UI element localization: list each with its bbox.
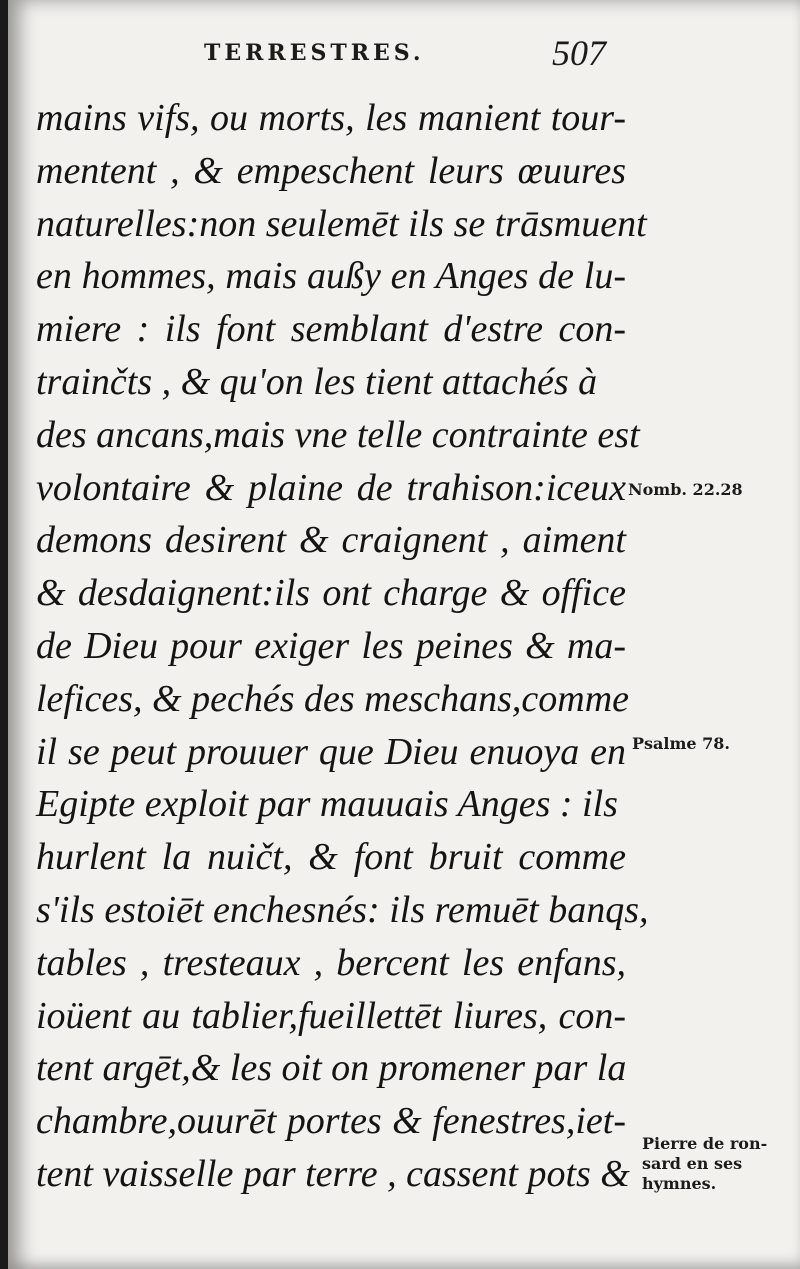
running-title: TERRESTRES.	[204, 40, 425, 66]
text-line: lefices, & pechés des meschans,comme	[36, 677, 630, 720]
page-number: 507	[552, 33, 606, 73]
margin-note-pierre	[642, 1134, 782, 1194]
text-line: miere : ils font semblant d'estre con-	[36, 308, 626, 351]
text-line: demons desirent & craignent , aiment	[36, 519, 626, 562]
text-line: s'ils estoiēt enchesnés: ils remuēt banqs,	[36, 888, 649, 931]
margin-note-line: sard en ses	[642, 1154, 743, 1173]
text-line: mentent , & empeschent leurs œuures	[36, 149, 626, 192]
text-line: des ancans,mais vne telle contrainte est	[36, 413, 640, 456]
text-line: & desdaignent:ils ont charge & office	[36, 572, 626, 615]
margin-note-nomb: Nomb. 22.28	[628, 480, 743, 499]
body-text	[36, 92, 649, 1201]
text-line: naturelles:non seulemēt ils se trāsmuent	[36, 202, 647, 245]
text-line: Egipte exploit par mauuais Anges : ils	[36, 783, 618, 826]
text-line: volontaire & plaine de trahison:iceux	[36, 466, 626, 509]
text-line: en hommes, mais außy en Anges de lu-	[36, 255, 626, 298]
margin-note-line: Pierre de ron-	[642, 1134, 768, 1153]
text-line: tent vaisselle par terre , cassent pots &	[36, 1152, 630, 1195]
text-line: tables , tresteaux , bercent les enfans,	[36, 941, 626, 984]
book-page	[8, 0, 800, 1269]
text-line: tent argēt,& les oit on promener par la	[36, 1047, 627, 1090]
text-line: ioüent au tablier,fueillettēt liures, con-	[36, 994, 626, 1037]
margin-note-line: hymnes.	[642, 1174, 717, 1193]
text-line: chambre,ouurēt portes & fenestres,iet-	[36, 1100, 626, 1143]
page-header	[8, 30, 800, 80]
text-line: il se peut prouuer que Dieu enuoya en	[36, 730, 626, 773]
text-line: de Dieu pour exiger les peines & ma-	[36, 624, 626, 667]
text-line: hurlent la nuičt, & font bruit comme	[36, 836, 626, 879]
text-line: mains vifs, ou morts, les manient tour-	[36, 97, 626, 139]
margin-note-psalme: Psalme 78.	[632, 734, 730, 753]
text-line: trainčts , & qu'on les tient attachés à	[36, 360, 598, 403]
